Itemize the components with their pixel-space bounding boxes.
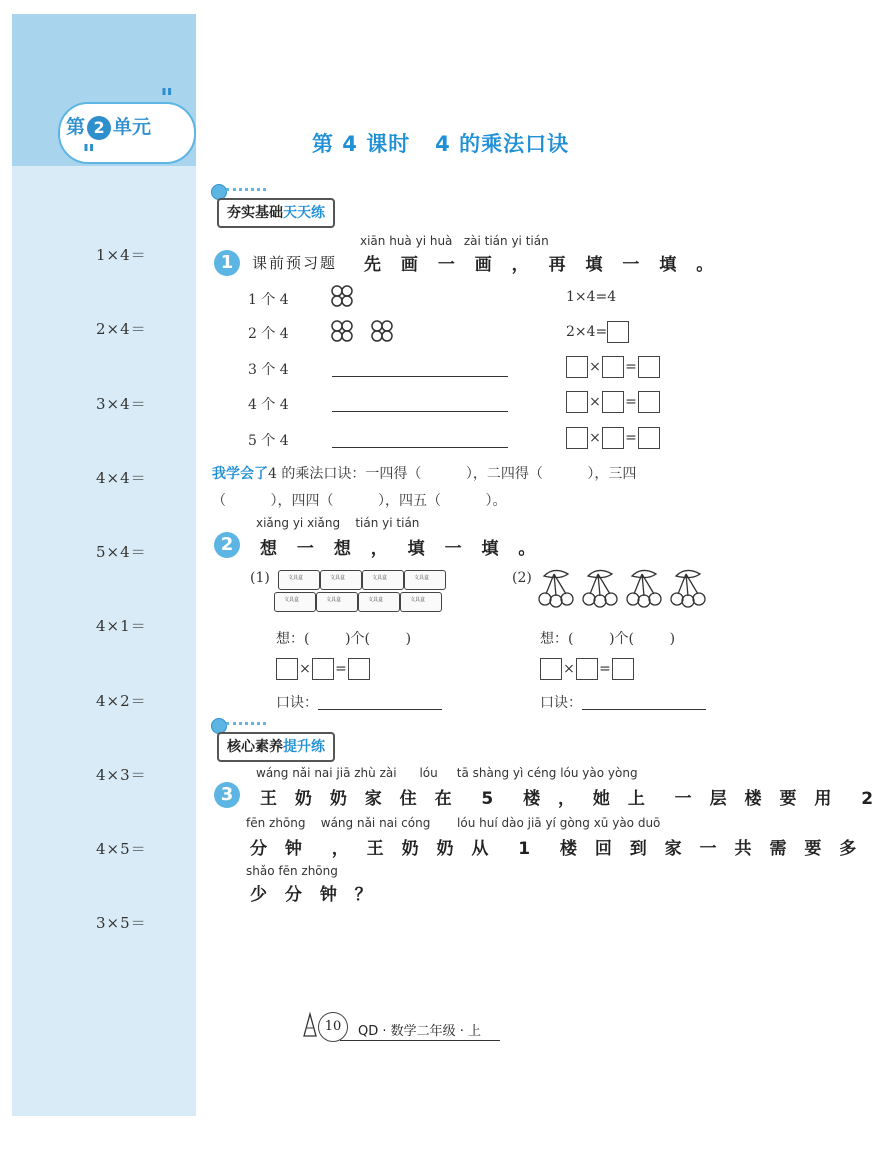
answer-box[interactable] (607, 321, 629, 343)
pencil-box-label: 文具盒 (288, 575, 304, 581)
sidebar-equation: 4×1＝ (96, 617, 147, 635)
equation-prefix: 2×4= (566, 324, 608, 340)
pinyin-line: xiǎng yi xiǎng tián yi tián (256, 516, 420, 530)
learned-line: （ ），四四（ ），四五（ ）。 (212, 493, 507, 509)
question-text: 先 画 一 画 ， 再 填 一 填 。 (364, 255, 721, 275)
answer-box[interactable] (540, 658, 562, 680)
question-number-badge: 3 (214, 782, 240, 808)
sidebar-equation: 5×4＝ (96, 543, 147, 561)
pencil-box-label: 文具盒 (330, 575, 346, 581)
pinyin-line: xiān huà yi huà zài tián yi tián (360, 234, 549, 248)
question-tag: 课前预习题 (252, 254, 338, 272)
answer-box[interactable] (566, 427, 588, 449)
question-text: 少 分 钟 ？ (250, 885, 378, 905)
pencil-box-label: 文具盒 (284, 597, 300, 603)
sidebar-equation: 4×2＝ (96, 692, 147, 710)
answer-box[interactable] (602, 427, 624, 449)
learned-line (212, 463, 636, 483)
section-label-text: 核心素养 (227, 739, 283, 755)
quote-mark-icon: " (160, 84, 174, 114)
answer-box[interactable] (638, 356, 660, 378)
clover-icon (330, 319, 354, 343)
drawing-line[interactable] (332, 376, 508, 377)
question-text: 王 奶 奶 家 住 在 5 楼 ， 她 上 一 层 楼 要 用 2 (260, 789, 879, 809)
times-sign: × (563, 661, 575, 677)
clover-icon (370, 319, 394, 343)
sidebar-equation: 3×5＝ (96, 914, 147, 932)
answer-box[interactable] (602, 356, 624, 378)
pencil-box-icon (278, 570, 320, 590)
equation-row (566, 391, 660, 413)
pencil-box-icon (400, 592, 442, 612)
pencil-box-label: 文具盒 (414, 575, 430, 581)
pencil-box-group (274, 568, 454, 616)
sub-question-label: (1) (250, 570, 270, 586)
quote-mark-icon: " (82, 140, 96, 170)
cherries-icon (671, 570, 705, 607)
sidebar-equation: 2×4＝ (96, 320, 147, 338)
pinyin-line: wáng nǎi nai jiā zhù zài lóu tā shàng yì céng lóu yào yòng (256, 766, 638, 780)
cherries-icon (539, 570, 573, 607)
dotted-line (226, 722, 266, 725)
sidebar-equation: 1×4＝ (96, 246, 147, 264)
times-sign: × (589, 359, 601, 375)
cherries-icon (583, 570, 617, 607)
answer-box[interactable] (312, 658, 334, 680)
pencil-box-label: 文具盒 (372, 575, 388, 581)
answer-box[interactable] (602, 391, 624, 413)
page-title: 第 4 课时 4 的乘法口诀 (312, 132, 570, 156)
row-label: 4 个 4 (248, 397, 289, 413)
equation-row (566, 427, 660, 449)
equation-row (566, 321, 629, 343)
equation-example: 1×4=4 (566, 289, 617, 305)
learned-label: 我学会了 (212, 466, 268, 482)
times-sign: × (589, 394, 601, 410)
answer-box[interactable] (638, 391, 660, 413)
section-label-core (217, 732, 335, 762)
answer-box[interactable] (612, 658, 634, 680)
answer-box[interactable] (566, 356, 588, 378)
footer-text: QD · 数学二年级 · 上 (358, 1024, 482, 1039)
equals-sign: = (625, 394, 637, 410)
cherry-group (538, 566, 710, 610)
row-label: 2 个 4 (248, 326, 289, 342)
times-sign: × (589, 430, 601, 446)
equation-row (276, 658, 370, 680)
equals-sign: = (599, 661, 611, 677)
think-line: 想：( )个( ) (540, 631, 676, 647)
section-label-highlight: 提升练 (283, 739, 325, 755)
dotted-line (226, 188, 266, 191)
sidebar-equation: 4×3＝ (96, 766, 147, 784)
equation-row (540, 658, 634, 680)
pencil-box-icon (320, 570, 362, 590)
answer-box[interactable] (576, 658, 598, 680)
think-line: 想：( )个( ) (276, 631, 412, 647)
section-label-basic (217, 198, 335, 228)
equals-sign: = (335, 661, 347, 677)
equation-row (566, 356, 660, 378)
clover-icon (330, 284, 354, 308)
rhyme-answer-line[interactable] (318, 709, 442, 710)
pencil-box-label: 文具盒 (410, 597, 426, 603)
sidebar-equation: 4×4＝ (96, 469, 147, 487)
times-sign: × (299, 661, 311, 677)
question-number-badge: 1 (214, 250, 240, 276)
sidebar-equation: 3×4＝ (96, 395, 147, 413)
pinyin-line: fēn zhōng wáng nǎi nai cóng lóu huí dào jiā yí gòng xū yào duō (246, 816, 661, 830)
pencil-box-label: 文具盒 (326, 597, 342, 603)
pencil-box-label: 文具盒 (368, 597, 384, 603)
equals-sign: = (625, 359, 637, 375)
answer-box[interactable] (638, 427, 660, 449)
footer-line (340, 1040, 500, 1041)
row-label: 5 个 4 (248, 433, 289, 449)
unit-suffix: 单元 (113, 116, 152, 138)
pencil-box-icon (274, 592, 316, 612)
answer-box[interactable] (566, 391, 588, 413)
question-text: 分 钟 ， 王 奶 奶 从 1 楼 回 到 家 一 共 需 要 多 (250, 839, 863, 859)
sidebar-equation: 4×5＝ (96, 840, 147, 858)
question-text: 想 一 想 ， 填 一 填 。 (260, 539, 543, 559)
learned-text: 4 的乘法口诀：一四得（ ），二四得（ ），三四 (268, 466, 637, 482)
section-label-text: 夯实基础 (227, 205, 283, 221)
rhyme-label: 口诀： (540, 695, 582, 711)
section-label-highlight: 天天练 (283, 205, 325, 221)
question-number-badge: 2 (214, 532, 240, 558)
answer-box[interactable] (348, 658, 370, 680)
row-label: 1 个 4 (248, 292, 289, 308)
sub-question-label: (2) (512, 570, 532, 586)
pencil-box-icon (362, 570, 404, 590)
drawing-line[interactable] (332, 411, 508, 412)
answer-box[interactable] (276, 658, 298, 680)
left-sidebar (12, 14, 196, 1116)
row-label: 3 个 4 (248, 362, 289, 378)
pencil-box-icon (404, 570, 446, 590)
pencil-box-icon (358, 592, 400, 612)
drawing-line[interactable] (332, 447, 508, 448)
pencil-box-icon (316, 592, 358, 612)
cherries-icon (627, 570, 661, 607)
unit-number: 2 (87, 116, 111, 140)
pinyin-line: shǎo fēn zhōng (246, 864, 338, 878)
rhyme-label: 口诀： (276, 695, 318, 711)
page-number: 10 (318, 1012, 348, 1042)
unit-prefix: 第 (66, 116, 86, 138)
equals-sign: = (625, 430, 637, 446)
rhyme-answer-line[interactable] (582, 709, 706, 710)
unit-label (66, 112, 151, 140)
